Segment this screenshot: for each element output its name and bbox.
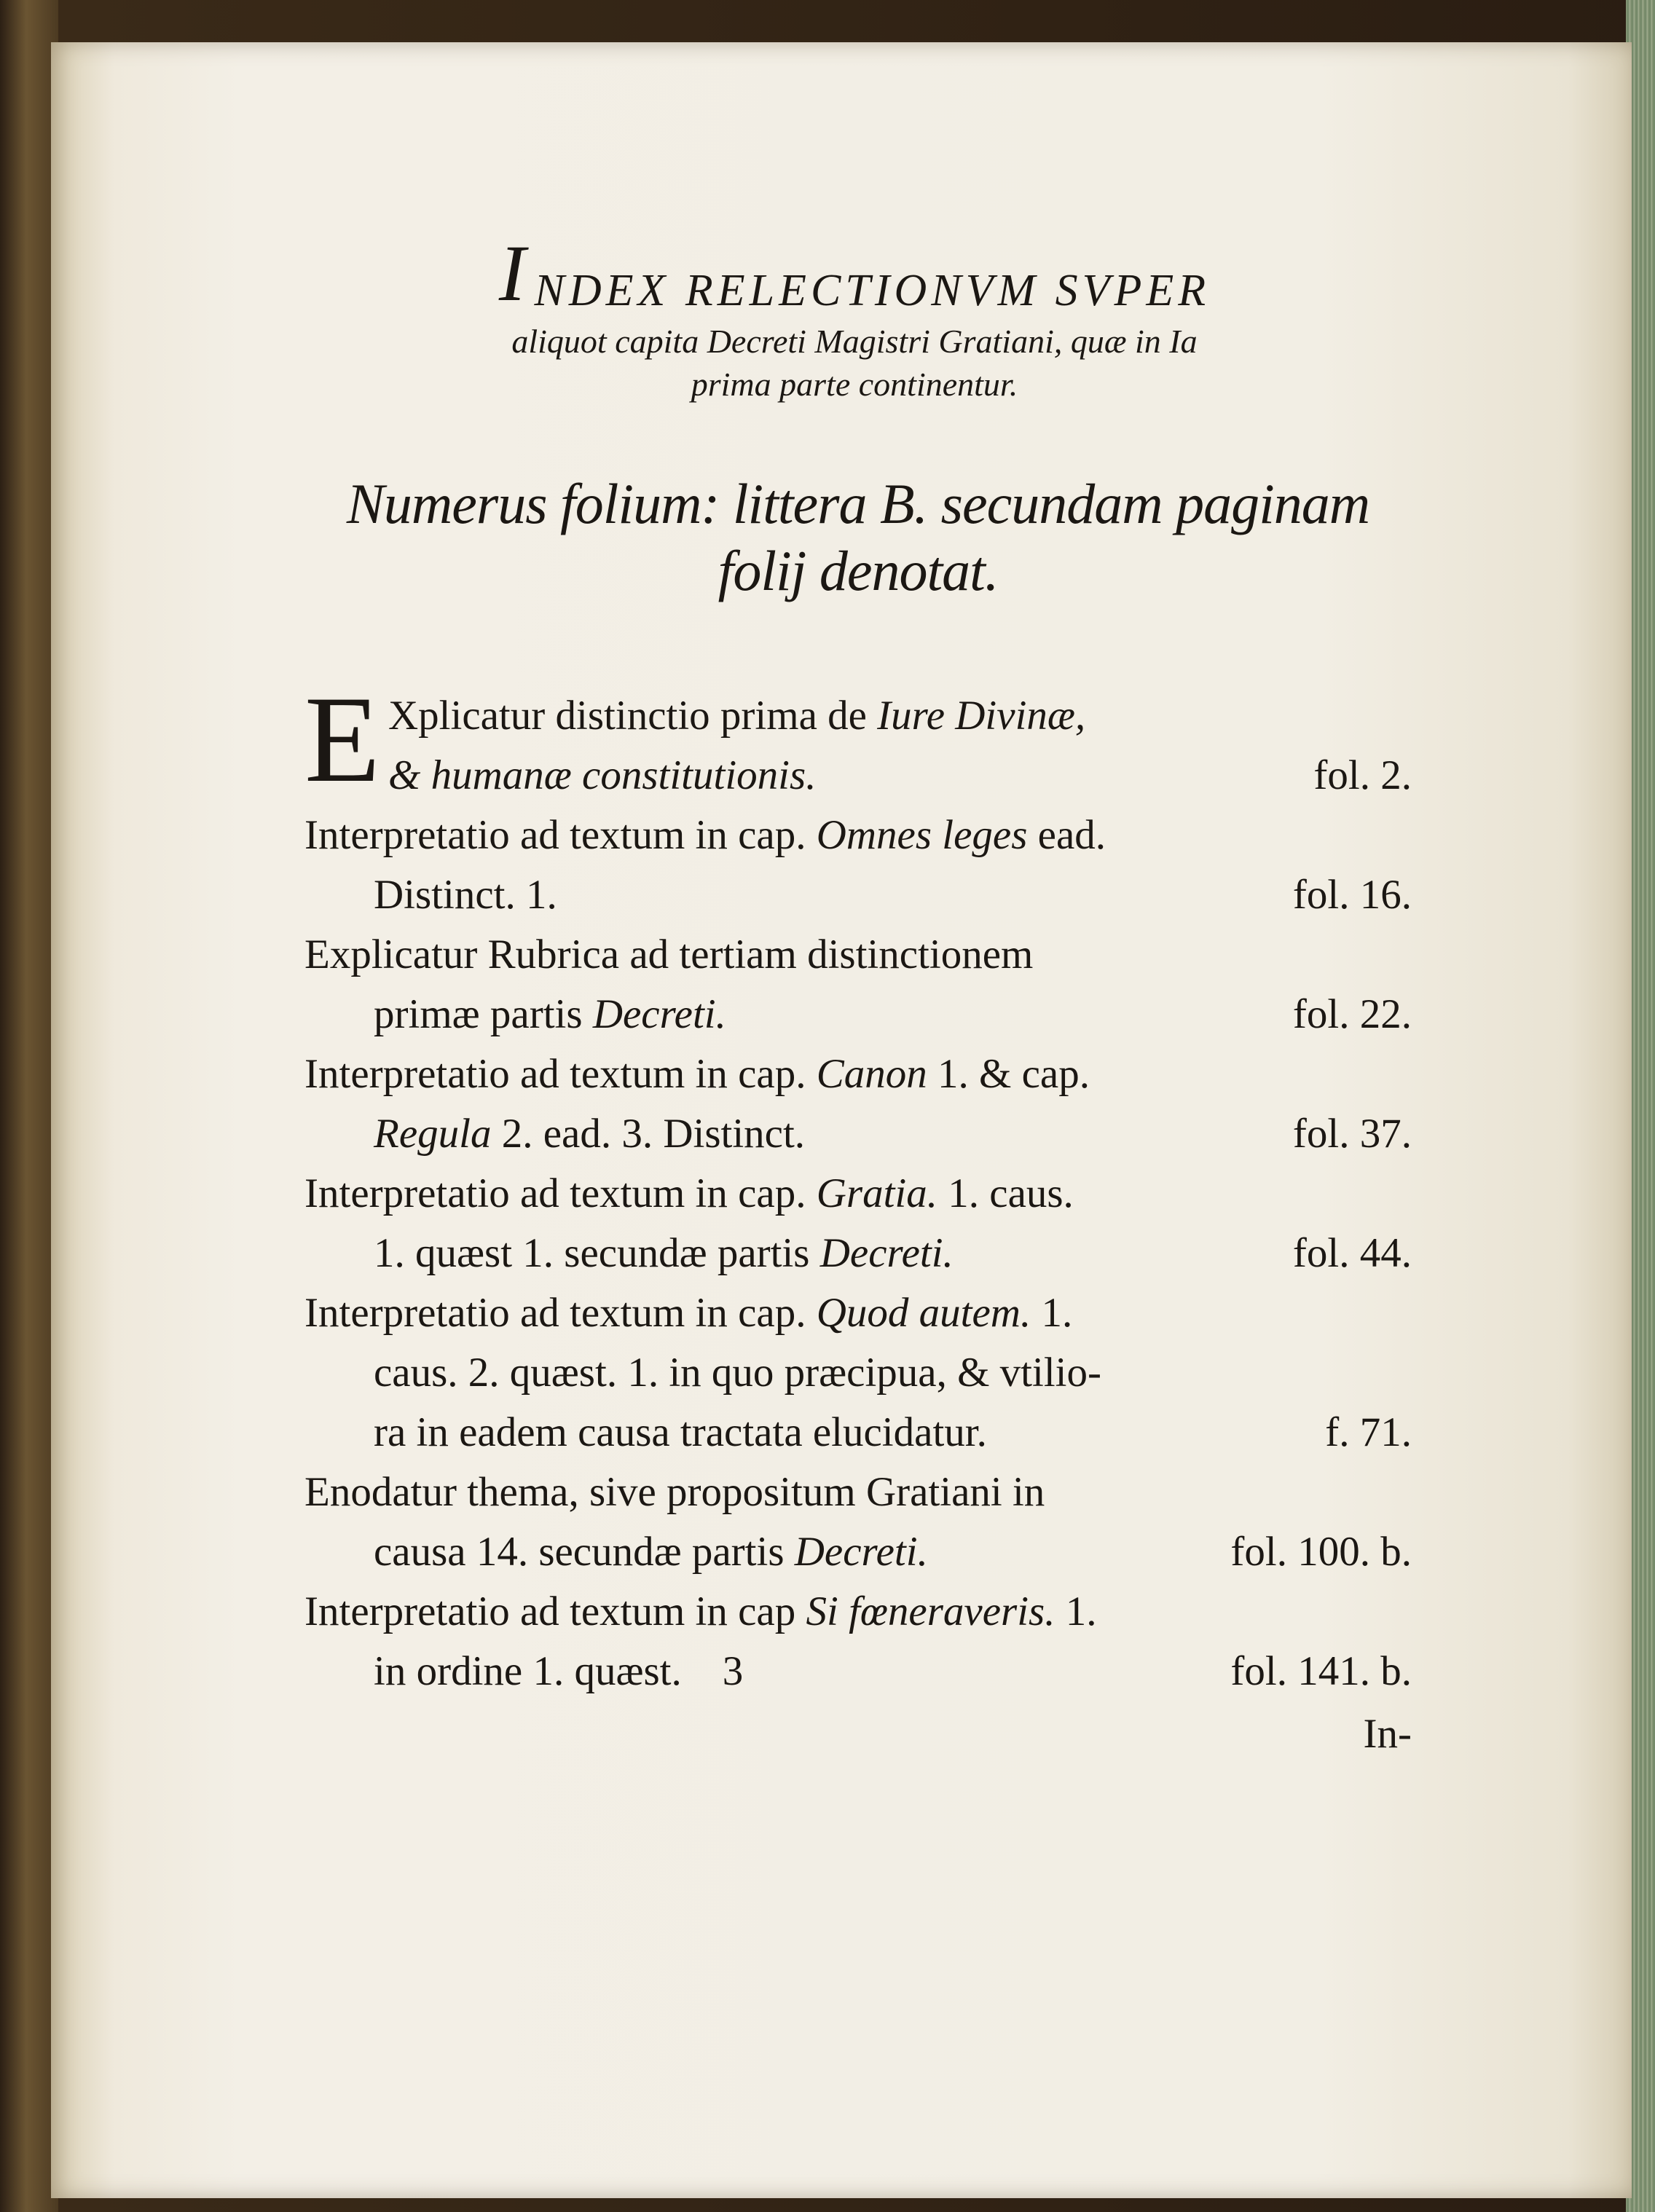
entry-line (304, 1164, 1412, 1224)
entry-text: Interpretatio ad textum in cap (304, 1589, 806, 1635)
entry-line (388, 686, 1412, 746)
title-initial: I (498, 229, 530, 318)
entry-folio: fol. 100. b. (1230, 1529, 1412, 1575)
entry-text: 1. caus. (937, 1170, 1074, 1217)
entry-line (304, 1403, 1412, 1463)
entry-folio: fol. 141. b. (1230, 1648, 1412, 1695)
entry-text-italic: Gratia. (816, 1170, 938, 1217)
index-entries (304, 671, 1412, 1764)
entry-text: caus. 2. quæst. 1. in quo præcipua, & vtilio- (374, 1350, 1102, 1396)
entry-line (304, 1522, 1412, 1582)
entry-folio: fol. 22. (1292, 991, 1412, 1038)
entry-line (304, 1283, 1412, 1343)
title-line-1 (297, 229, 1412, 318)
entry-folio: fol. 44. (1292, 1230, 1412, 1277)
entry-text-italic: Decreti. (819, 1230, 954, 1277)
entry-line (304, 1343, 1412, 1403)
entry-text-italic: & humanæ constitutionis. (388, 752, 817, 799)
entry-line (304, 1104, 1412, 1164)
entry-line (304, 985, 1412, 1044)
entry-text: Xplicatur distinctio prima de (388, 693, 878, 739)
entry-line (304, 806, 1412, 865)
drop-cap: E (304, 671, 380, 808)
title-main: NDEX RELECTIONVM SVPER (534, 266, 1211, 315)
index-entry (304, 1044, 1412, 1164)
entry-text-italic: Iure Divinæ, (877, 693, 1086, 739)
page-content (304, 229, 1412, 1764)
title-line-3: prima parte continentur. (691, 366, 1018, 403)
entry-text: ead. (1027, 812, 1106, 859)
entry-line (304, 1582, 1412, 1642)
entry-text: Distinct. 1. (374, 872, 557, 918)
index-entry (304, 806, 1412, 925)
entry-text-italic: Canon (816, 1051, 927, 1098)
entry-folio: fol. 2. (1313, 752, 1412, 799)
entry-text-italic: Omnes leges (816, 812, 1028, 859)
entry-line (304, 1642, 1412, 1701)
index-entry (304, 1164, 1412, 1283)
entry-text-italic: Decreti. (592, 991, 726, 1038)
entry-text: primæ partis (374, 991, 593, 1038)
signature-mark: 3 (722, 1648, 744, 1695)
catchword: In- (1363, 1711, 1412, 1758)
folio-note (304, 471, 1412, 605)
entry-line (304, 865, 1412, 925)
entry-text: 1. (1031, 1290, 1073, 1337)
entry-text: Interpretatio ad textum in cap. (304, 1170, 817, 1217)
entry-text-italic: Quod autem. (816, 1290, 1031, 1337)
entry-text-italic: Si fœneraveris. (806, 1589, 1055, 1635)
index-entry (304, 1283, 1412, 1463)
folio-note-line-2: folij denotat. (718, 539, 999, 603)
index-entry (304, 925, 1412, 1044)
index-entry (304, 1582, 1412, 1701)
index-entry (304, 671, 1412, 808)
entry-text: ra in eadem causa tractata elucidatur. (374, 1409, 987, 1456)
entry-folio: fol. 16. (1292, 872, 1412, 918)
entry-line (304, 925, 1412, 985)
entry-text: 2. ead. 3. Distinct. (491, 1111, 806, 1157)
index-title (297, 229, 1412, 404)
entry-text: Explicatur Rubrica ad tertiam distinctionem (304, 932, 1034, 978)
entry-text: Interpretatio ad textum in cap. (304, 1051, 817, 1098)
title-line-2: aliquot capita Decreti Magistri Gratiani, quæ in Ia (511, 323, 1198, 360)
entry-text-italic: Regula (374, 1111, 492, 1157)
entry-text: 1. quæst 1. secundæ partis (374, 1230, 820, 1277)
entry-line (388, 746, 1412, 806)
entry-line (304, 1044, 1412, 1104)
entry-text: in ordine 1. quæst. (374, 1648, 682, 1695)
index-entry (304, 1463, 1412, 1582)
entry-line (304, 1224, 1412, 1283)
entry-text: 1. (1055, 1589, 1097, 1635)
entry-text: Interpretatio ad textum in cap. (304, 1290, 817, 1337)
entry-folio: fol. 37. (1292, 1111, 1412, 1157)
entry-text: Interpretatio ad textum in cap. (304, 812, 817, 859)
entry-text: 1. & cap. (927, 1051, 1090, 1098)
entry-line (304, 1463, 1412, 1522)
entry-text: causa 14. secundæ partis (374, 1529, 795, 1575)
entry-text: Enodatur thema, sive propositum Gratiani in (304, 1469, 1045, 1516)
book-spine (0, 0, 58, 2212)
entry-folio: f. 71. (1325, 1409, 1412, 1456)
folio-note-line-1: Numerus folium: littera B. secundam paginam (346, 472, 1370, 535)
entry-text-italic: Decreti. (794, 1529, 928, 1575)
